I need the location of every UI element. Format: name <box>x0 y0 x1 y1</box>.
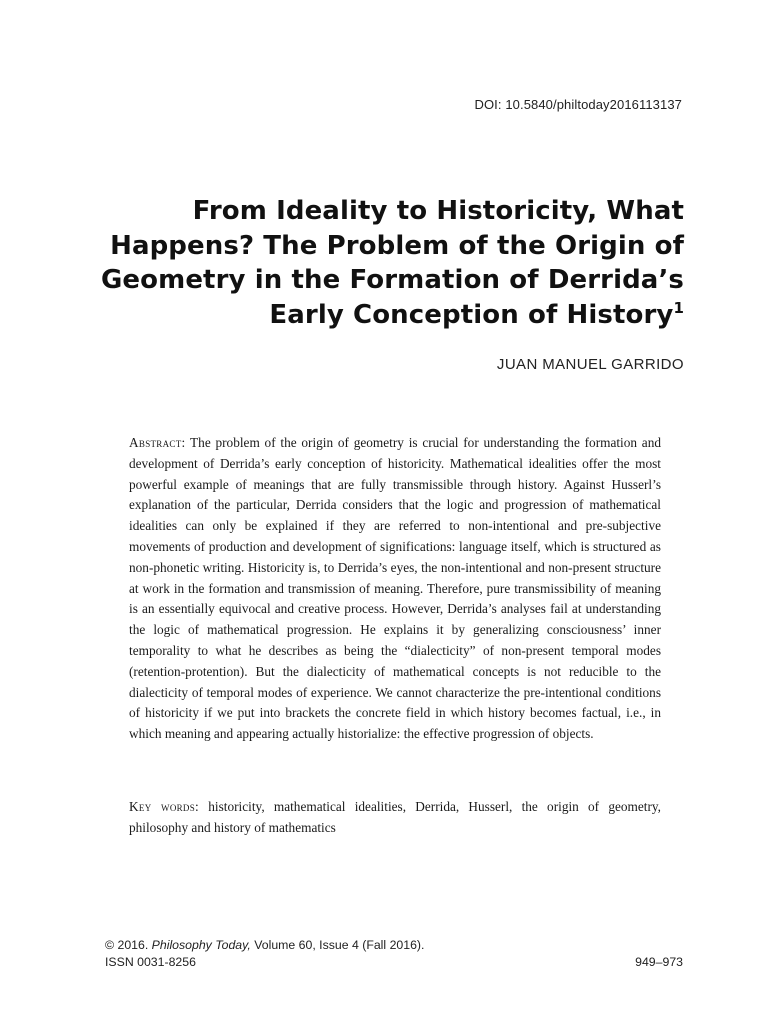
title-line-2: Happens? The Problem of the Origin of <box>110 230 684 261</box>
page-footer <box>105 937 683 971</box>
title-line-1: From Ideality to Historicity, What <box>192 196 684 226</box>
volume-info: Volume 60, Issue 4 (Fall 2016). <box>254 938 425 952</box>
page-range: 949–973 <box>635 955 683 969</box>
keywords-text: historicity, mathematical idealities, Derrida, Husserl, the origin of geometry, philosophy and history of mathematics <box>129 799 662 835</box>
doi-identifier: DOI: 10.5840/philtoday2016113137 <box>474 97 682 112</box>
abstract-label: Abstract: <box>129 435 186 450</box>
footer-copyright-row <box>105 937 683 954</box>
keywords-label: Key words: <box>129 799 200 814</box>
abstract <box>129 433 661 745</box>
journal-name: Philosophy Today, <box>151 938 251 952</box>
title-line-4-text: Early Conception of History <box>269 299 674 330</box>
title-line-3: Geometry in the Formation of Derrida’s <box>100 265 684 295</box>
abstract-text: The problem of the origin of geometry is crucial for understanding the formation and development of Derrida’s early conception of historicity. Mathematical idealities offer the most powerful example of meanings that are fully transmissible through history. Against Husserl’s explanation of the particular, Derrida considers that the logic and progression of mathematical idealities can only be explained if they are referred to non-intentional and pre-subjective movements of production and development of significations: language itself, which is structured as non-phonetic writing. Historicity is, to Derrida’s eyes, the non-intentional and non-present structure at work in the formation and transmission of meaning. Therefore, pure transmissibility of meaning is an essentially equivocal and creative process. However, Derrida’s analyses fail at understanding the logic of mathematical progression. He explains it by generalizing consciousness’ inner temporality to what he describes as being the “dialecticity” of non-present temporal modes (retention-protention). But the dialecticity of mathematical concepts is not reducible to the dialecticity of temporal modes of experience. We cannot characterize the pre-intentional conditions of historicity if we put into brackets the concrete field in which history becomes factual, i.e., in which meaning and appearing actually historialize: the effective progression of objects. <box>129 435 662 742</box>
author-name: JUAN MANUEL GARRIDO <box>496 356 684 373</box>
copyright-prefix: © 2016. <box>105 938 149 952</box>
copyright-line <box>105 937 424 954</box>
title-footnote-mark[interactable]: 1 <box>673 298 684 317</box>
title-line-4 <box>84 298 684 333</box>
article-title <box>84 194 684 332</box>
keywords <box>129 797 661 839</box>
footer-issn-row <box>105 954 683 971</box>
issn: ISSN 0031-8256 <box>105 955 196 969</box>
